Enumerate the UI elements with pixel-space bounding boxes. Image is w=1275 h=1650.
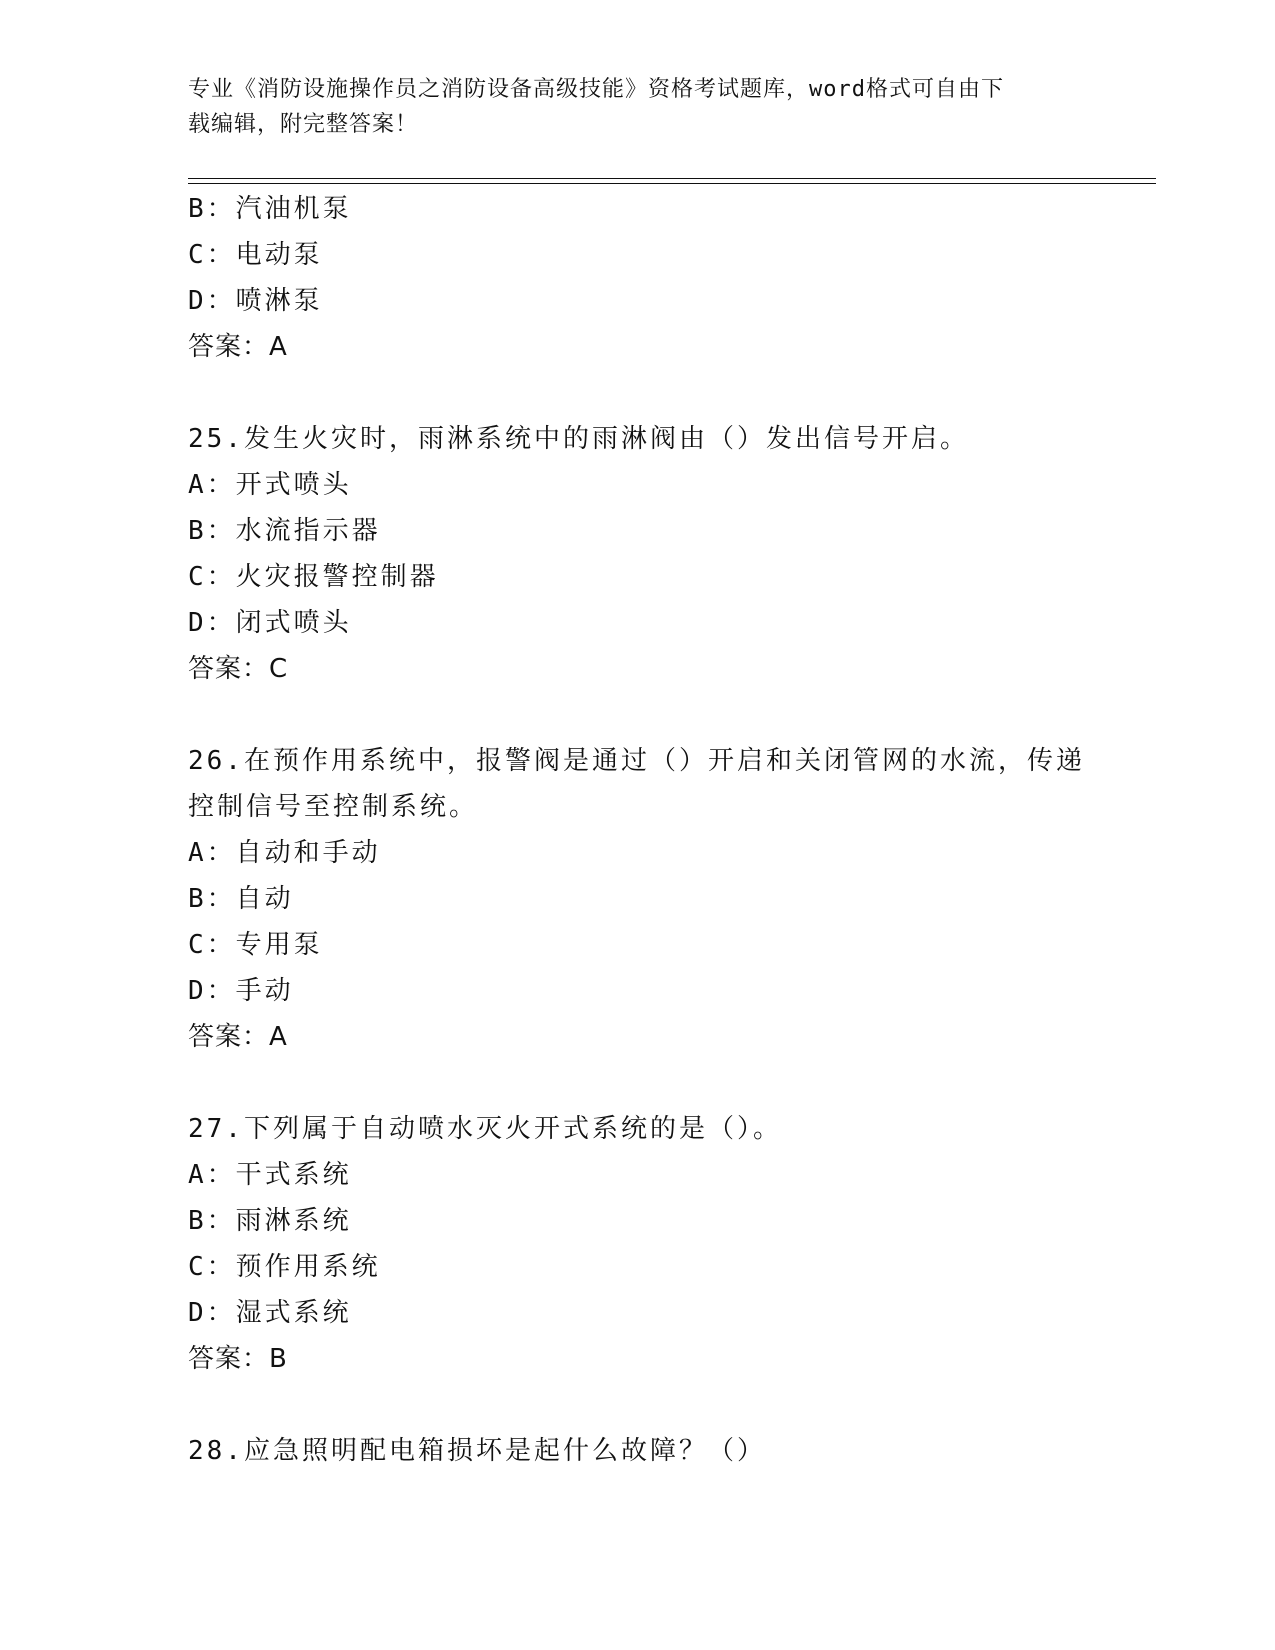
- spacer: [188, 370, 1088, 416]
- option-b: B：水流指示器: [188, 516, 381, 546]
- question-27-text: 27.下列属于自动喷水灭火开式系统的是（）。: [188, 1114, 782, 1144]
- question-28-block: [188, 1428, 1088, 1474]
- option-d: D：喷淋泵: [188, 286, 323, 316]
- header-divider-bottom: [188, 183, 1156, 184]
- answer-line: 答案：A: [188, 332, 288, 362]
- option-b: B：汽油机泵: [188, 194, 352, 224]
- answer-line: 答案：B: [188, 1344, 288, 1374]
- question-25-block: [188, 416, 1088, 692]
- answer-line: 答案：A: [188, 1022, 288, 1052]
- option-d: D：湿式系统: [188, 1298, 352, 1328]
- header-line-2: 载编辑，附完整答案！: [188, 112, 419, 137]
- partial-question-block: [188, 186, 1088, 370]
- option-a: A：自动和手动: [188, 838, 381, 868]
- option-b: B：自动: [188, 884, 294, 914]
- question-26-text-line-1: 26.在预作用系统中，报警阀是通过（）开启和关闭管网的水流，传递: [188, 746, 1085, 776]
- spacer: [188, 1382, 1088, 1428]
- answer-line: 答案：C: [188, 654, 289, 684]
- document-header: [188, 72, 1088, 142]
- header-line-1: 专业《消防设施操作员之消防设备高级技能》资格考试题库，word格式可自由下: [188, 77, 1004, 102]
- option-c: C：电动泵: [188, 240, 323, 270]
- option-d: D：手动: [188, 976, 294, 1006]
- spacer: [188, 1060, 1088, 1106]
- spacer: [188, 692, 1088, 738]
- header-divider-top: [188, 178, 1156, 179]
- option-a: A：开式喷头: [188, 470, 352, 500]
- option-b: B：雨淋系统: [188, 1206, 352, 1236]
- option-c: C：预作用系统: [188, 1252, 381, 1282]
- question-25-text: 25.发生火灾时，雨淋系统中的雨淋阀由（）发出信号开启。: [188, 424, 969, 454]
- question-26-block: [188, 738, 1088, 1060]
- option-a: A：干式系统: [188, 1160, 352, 1190]
- option-d: D：闭式喷头: [188, 608, 352, 638]
- option-c: C：专用泵: [188, 930, 323, 960]
- question-list: [188, 186, 1088, 1474]
- option-c: C：火灾报警控制器: [188, 562, 439, 592]
- question-28-text: 28.应急照明配电箱损坏是起什么故障？（）: [188, 1436, 766, 1466]
- question-27-block: [188, 1106, 1088, 1382]
- question-26-text-line-2: 控制信号至控制系统。: [188, 792, 479, 822]
